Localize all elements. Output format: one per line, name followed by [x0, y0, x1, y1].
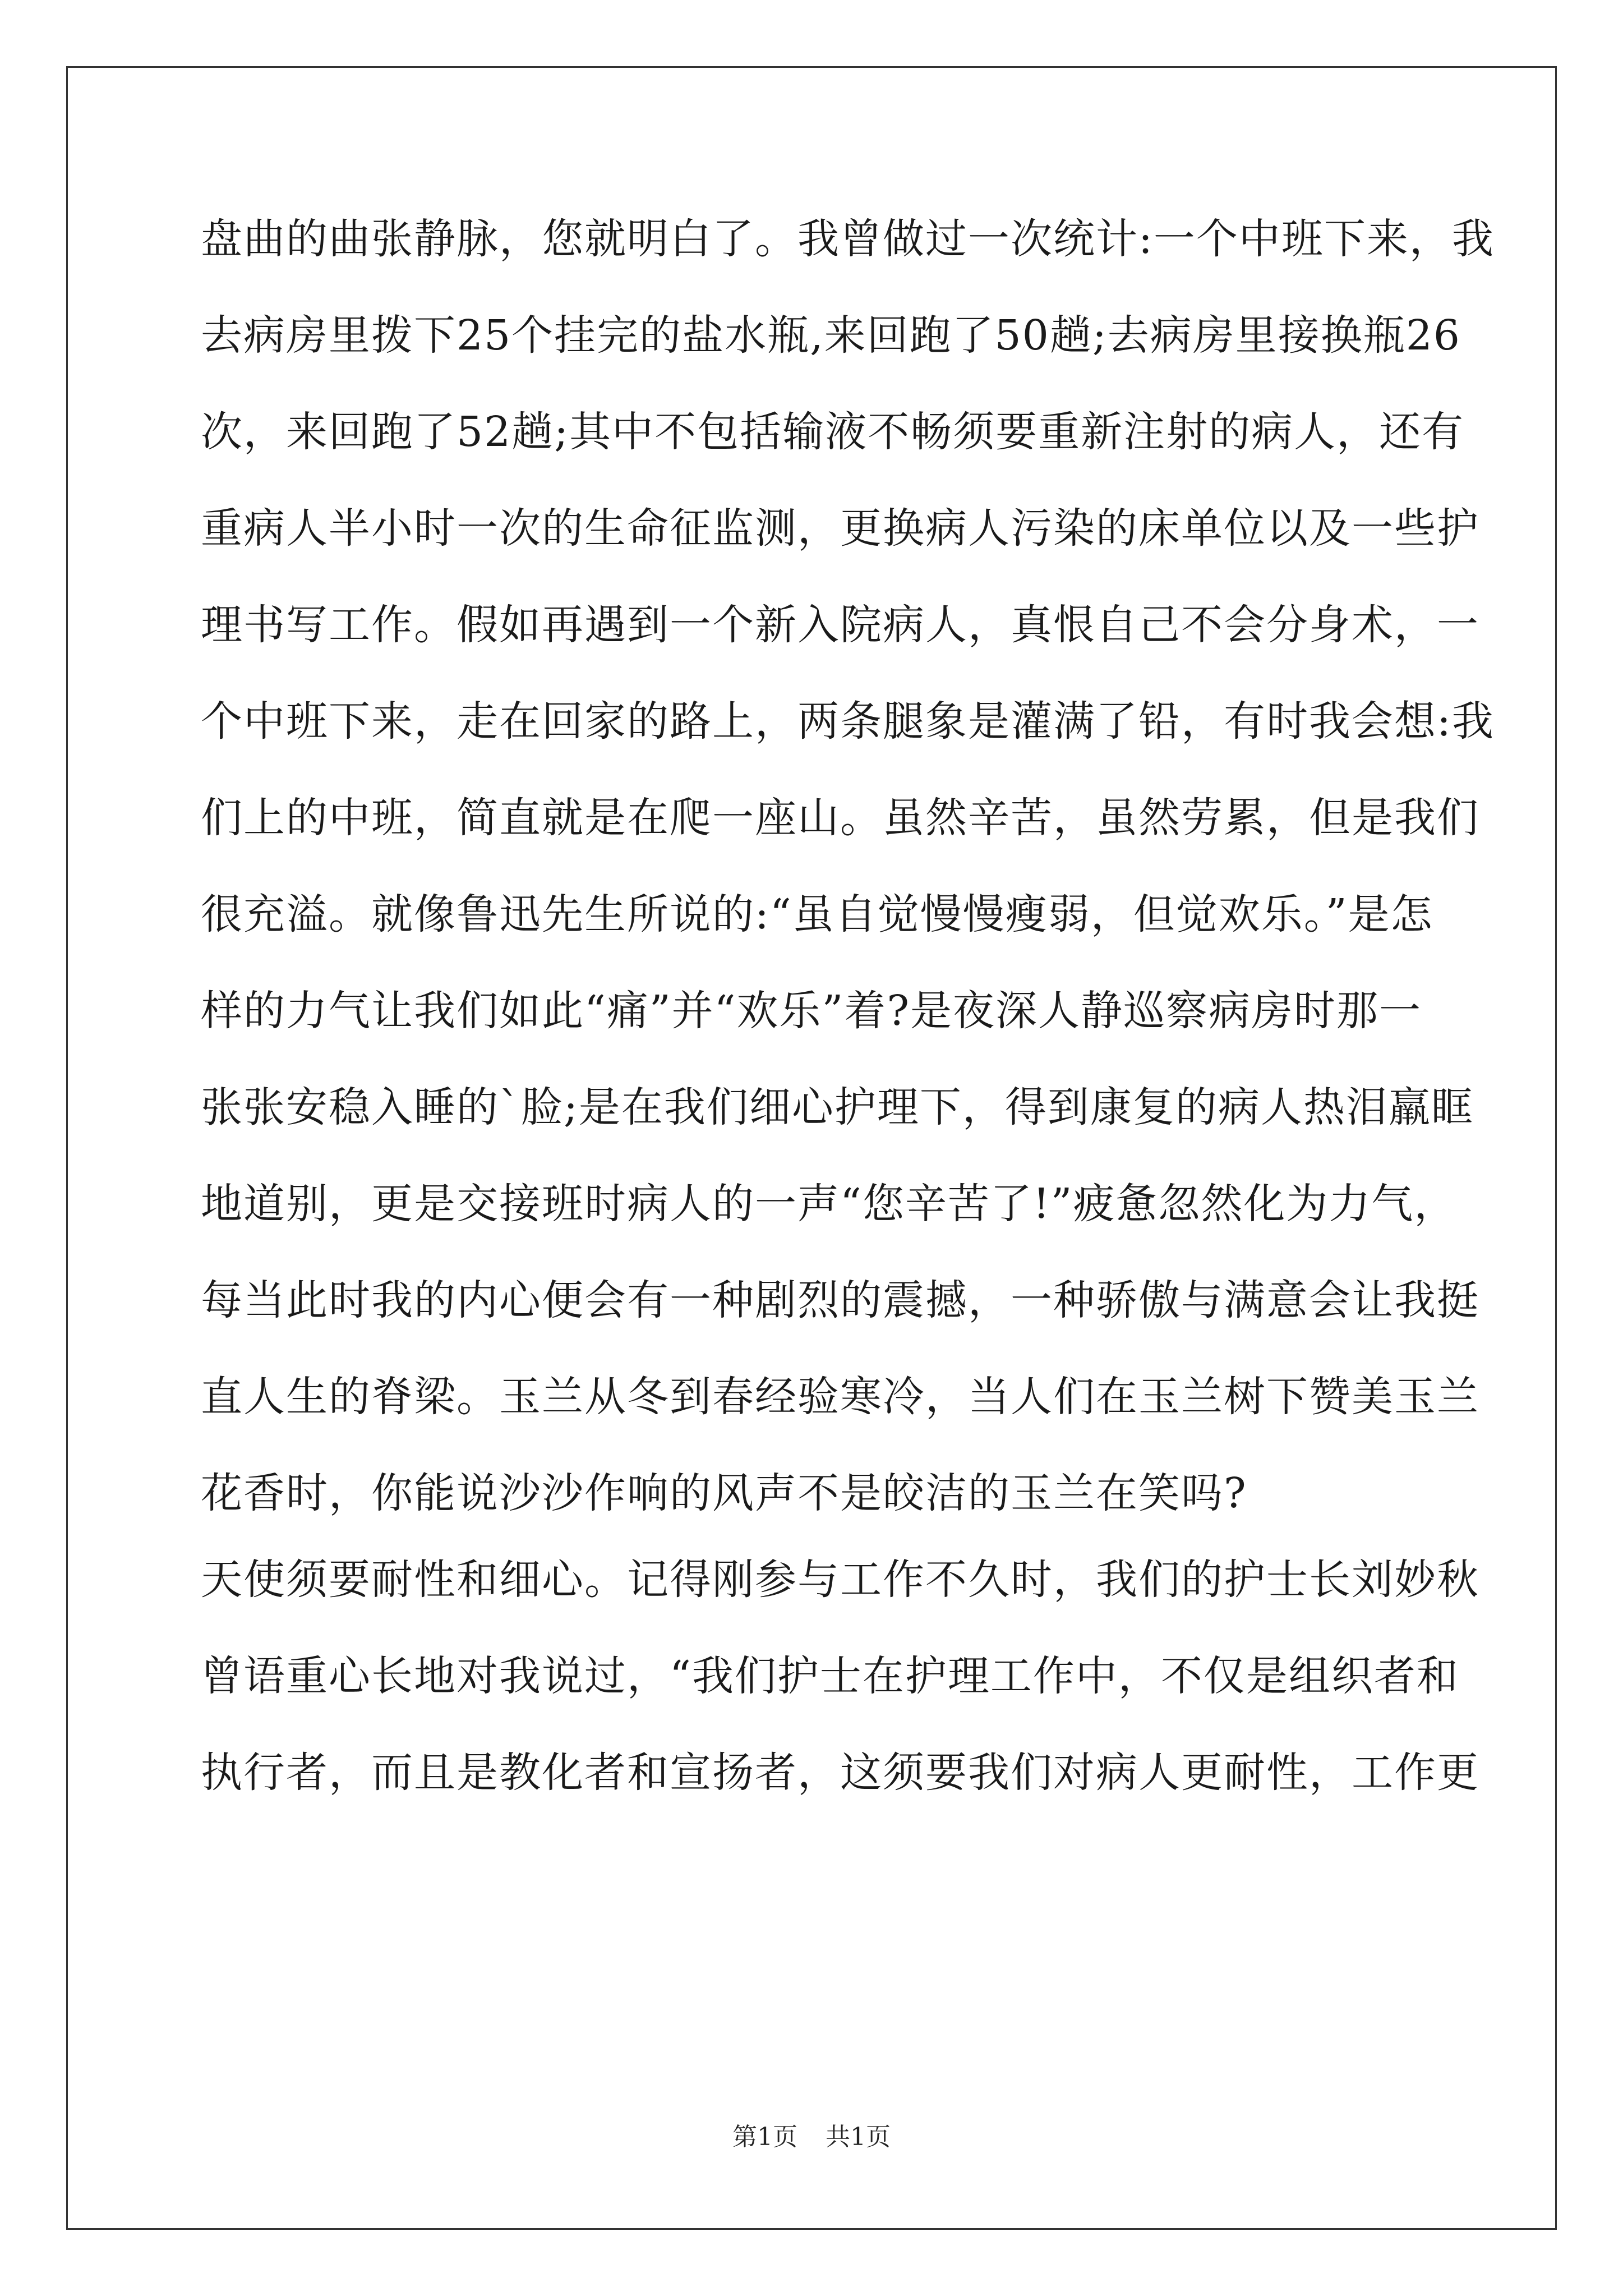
- page-number: 第1页: [732, 2123, 797, 2151]
- document-body: [201, 213, 1495, 1843]
- text-line: 执行者，而且是教化者和宣扬者，这须要我们对病人更耐性，工作更: [201, 1749, 1479, 1797]
- text-line: 样的力气让我们如此“痛”并“欢乐”着?是夜深人静巡察病房时那一: [201, 987, 1422, 1035]
- text-line: 去病房里拨下25个挂完的盐水瓶,来回跑了50趟;去病房里接换瓶26: [201, 311, 1461, 360]
- text-line: 直人生的脊梁。玉兰从冬到春经验寒冷，当人们在玉兰树下赞美玉兰: [201, 1373, 1479, 1421]
- text-line: 重病人半小时一次的生命征监测，更换病人污染的床单位以及一些护: [201, 504, 1479, 553]
- text-line: 天使须要耐性和细心。记得刚参与工作不久时，我们的护士长刘妙秋: [201, 1556, 1479, 1604]
- text-line: 理书写工作。假如再遇到一个新入院病人，真恨自己不会分身术，一: [201, 601, 1479, 649]
- text-line: 地道别，更是交接班时病人的一声“您辛苦了!”疲惫忽然化为力气，: [201, 1180, 1457, 1228]
- page-footer: [0, 2122, 1623, 2153]
- text-line: 盘曲的曲张静脉，您就明白了。我曾做过一次统计:一个中班下来，我: [201, 215, 1495, 263]
- text-line: 曾语重心长地对我说过，“我们护士在护理工作中，不仅是组织者和: [201, 1652, 1459, 1700]
- text-line: 花香时，你能说沙沙作响的风声不是皎洁的玉兰在笑吗?: [201, 1469, 1247, 1517]
- text-line: 每当此时我的内心便会有一种剧烈的震撼，一种骄傲与满意会让我挺: [201, 1276, 1479, 1324]
- page-total: 共1页: [826, 2123, 891, 2151]
- text-line: 个中班下来，走在回家的路上，两条腿象是灌满了铅，有时我会想:我: [201, 697, 1495, 746]
- text-line: 很充溢。就像鲁迅先生所说的:“虽自觉慢慢瘦弱，但觉欢乐。”是怎: [201, 890, 1433, 938]
- text-line: 次，来回跑了52趟;其中不包括输液不畅须要重新注射的病人，还有: [201, 408, 1465, 456]
- text-line: 们上的中班，简直就是在爬一座山。虽然辛苦，虽然劳累，但是我们: [201, 794, 1479, 842]
- text-line: 张张安稳入睡的`脸;是在我们细心护理下，得到康复的病人热泪羸眶: [201, 1083, 1474, 1131]
